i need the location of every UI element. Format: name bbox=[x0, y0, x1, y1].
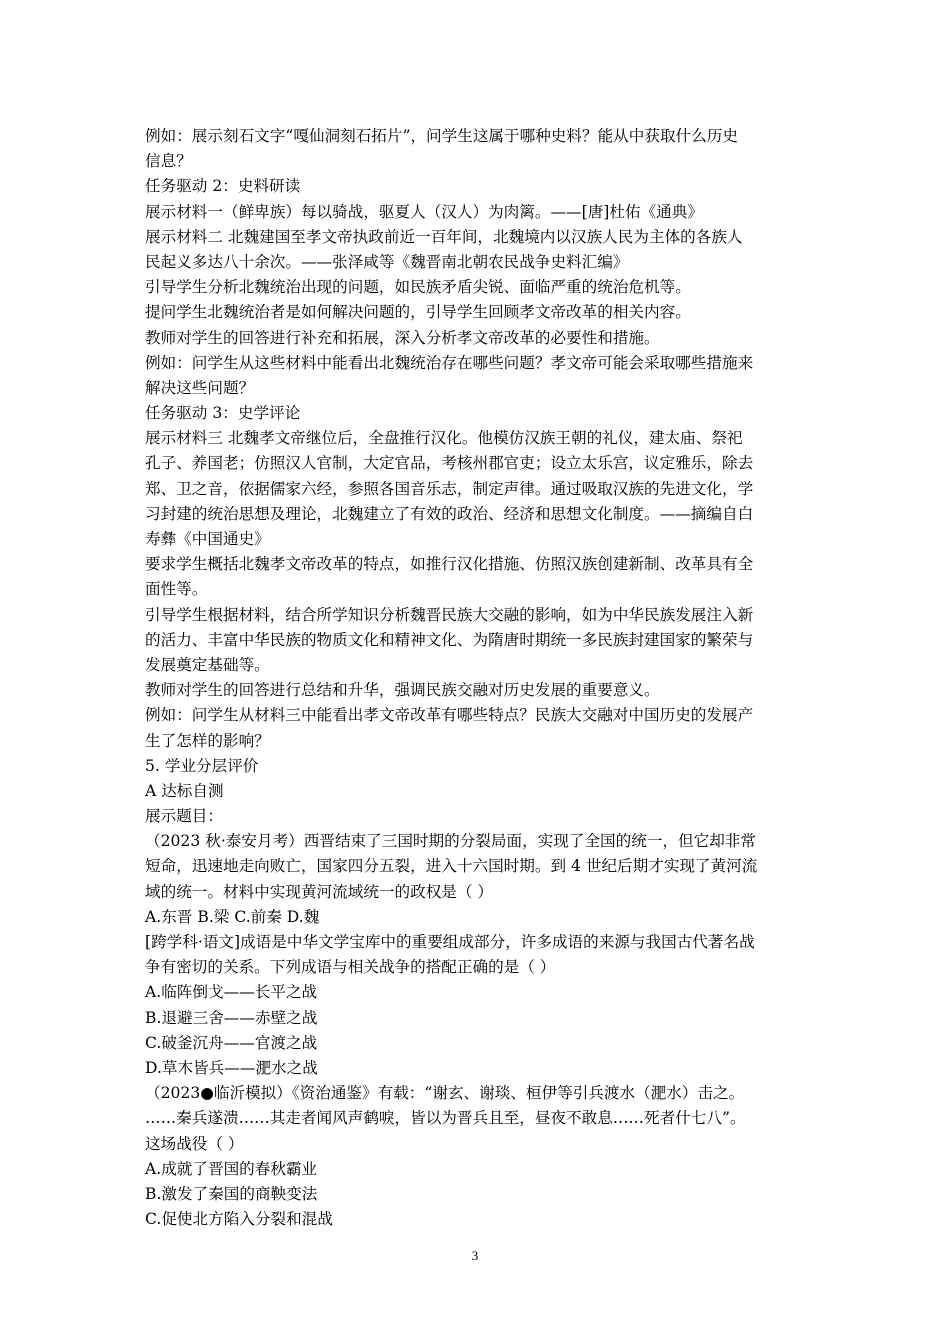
text-line: A.成就了晋国的春秋霸业 bbox=[145, 1159, 318, 1178]
text-line: 孔子、养国老；仿照汉人官制，大定官品，考核州郡官吏；设立太乐宫，议定雅乐，除去 bbox=[145, 454, 754, 473]
text-line: ……秦兵遂溃……其走者闻风声鹤唳，皆以为晋兵且至，昼夜不敢息……死者什七八”。 bbox=[145, 1109, 746, 1128]
text-line: A.东晋 B.梁 C.前秦 D.魏 bbox=[145, 907, 320, 926]
text-line: 郑、卫之音，依据儒家六经，参照各国音乐志，制定声律。通过吸取汉族的先进文化，学 bbox=[145, 479, 754, 498]
text-line: 解决这些问题？ bbox=[145, 378, 255, 397]
text-line: （2023●临沂模拟）《资治通鉴》有载：“谢玄、谢琰、桓伊等引兵渡水（淝水）击之。 bbox=[145, 1084, 745, 1103]
text-line: 展示材料三 北魏孝文帝继位后，全盘推行汉化。他模仿汉族王朝的礼仪，建太庙、祭祀 bbox=[145, 429, 743, 448]
text-line: 任务驱动 3：史学评论 bbox=[145, 404, 301, 423]
text-line: 民起义多达八十余次。——张泽咸等《魏晋南北朝农民战争史料汇编》 bbox=[145, 252, 629, 271]
text-line: 5. 学业分层评价 bbox=[145, 756, 259, 775]
text-line: 任务驱动 2：史料研读 bbox=[145, 177, 301, 196]
text-line: 这场战役（ ） bbox=[145, 1134, 244, 1153]
text-line: [跨学科·语文]成语是中华文学宝库中的重要组成部分，许多成语的来源与我国古代著名战 bbox=[145, 933, 755, 951]
text-line: 寿彝《中国通史》 bbox=[145, 530, 270, 548]
text-line: B.激发了秦国的商鞅变法 bbox=[145, 1184, 318, 1203]
text-line: 域的统一。材料中实现黄河流域统一的政权是（ ） bbox=[145, 882, 494, 901]
text-line: 要求学生概括北魏孝文帝改革的特点，如推行汉化措施、仿照汉族创建新制、改革具有全 bbox=[145, 555, 754, 574]
document-body bbox=[145, 124, 809, 1232]
text-line: 的活力、丰富中华民族的物质文化和精神文化、为隋唐时期统一多民族封建国家的繁荣与 bbox=[145, 630, 754, 649]
text-line: 教师对学生的回答进行总结和升华，强调民族交融对历史发展的重要意义。 bbox=[145, 681, 660, 700]
text-line: 引导学生根据材料，结合所学知识分析魏晋民族大交融的影响，如为中华民族发展注入新 bbox=[145, 605, 754, 624]
text-line: A 达标自测 bbox=[145, 781, 224, 800]
text-line: 例如：问学生从这些材料中能看出北魏统治存在哪些问题？孝文帝可能会采取哪些措施来 bbox=[145, 353, 754, 372]
text-line: B.退避三舍——赤壁之战 bbox=[145, 1008, 318, 1027]
text-line: C.破釜沉舟——官渡之战 bbox=[145, 1033, 318, 1052]
text-line: 短命，迅速地走向败亡，国家四分五裂，进入十六国时期。到 4 世纪后期才实现了黄河流 bbox=[145, 857, 758, 876]
text-line: 发展奠定基础等。 bbox=[145, 655, 270, 674]
text-line: 展示题目： bbox=[145, 807, 223, 826]
text-line: C.促使北方陷入分裂和混战 bbox=[145, 1210, 333, 1229]
text-line: 提问学生北魏统治者是如何解决问题的，引导学生回顾孝文帝改革的相关内容。 bbox=[145, 303, 691, 322]
text-line: 生了怎样的影响？ bbox=[145, 731, 270, 750]
text-line: 展示材料一（鲜卑族）每以骑战，驱夏人（汉人）为肉篱。——[唐]杜佑《通典》 bbox=[145, 202, 703, 221]
text-line: （2023 秋·泰安月考）西晋结束了三国时期的分裂局面，实现了全国的统一，但它却非常 bbox=[145, 832, 756, 851]
text-line: 面性等。 bbox=[145, 580, 208, 599]
text-line: 教师对学生的回答进行补充和拓展，深入分析孝文帝改革的必要性和措施。 bbox=[145, 328, 660, 347]
text-line: A.临阵倒戈——长平之战 bbox=[145, 983, 318, 1002]
text-line: 引导学生分析北魏统治出现的问题，如民族矛盾尖锐、面临严重的统治危机等。 bbox=[145, 278, 691, 297]
text-line: D.草木皆兵——淝水之战 bbox=[145, 1058, 318, 1077]
text-line: 习封建的统治思想及理论，北魏建立了有效的政治、经济和思想文化制度。——摘编自白 bbox=[145, 504, 754, 523]
text-line: 例如：展示刻石文字“嘎仙洞刻石拓片”，问学生这属于哪种史料？能从中获取什么历史 bbox=[145, 127, 738, 145]
page-number: 3 bbox=[471, 1248, 479, 1263]
text-line: 争有密切的关系。下列成语与相关战争的搭配正确的是（ ） bbox=[145, 958, 556, 977]
text-line: 信息？ bbox=[145, 152, 192, 171]
text-line: 展示材料二 北魏建国至孝文帝执政前近一百年间，北魏境内以汉族人民为主体的各族人 bbox=[145, 227, 743, 246]
text-line: 例如：问学生从材料三中能看出孝文帝改革有哪些特点？民族大交融对中国历史的发展产 bbox=[145, 706, 754, 725]
